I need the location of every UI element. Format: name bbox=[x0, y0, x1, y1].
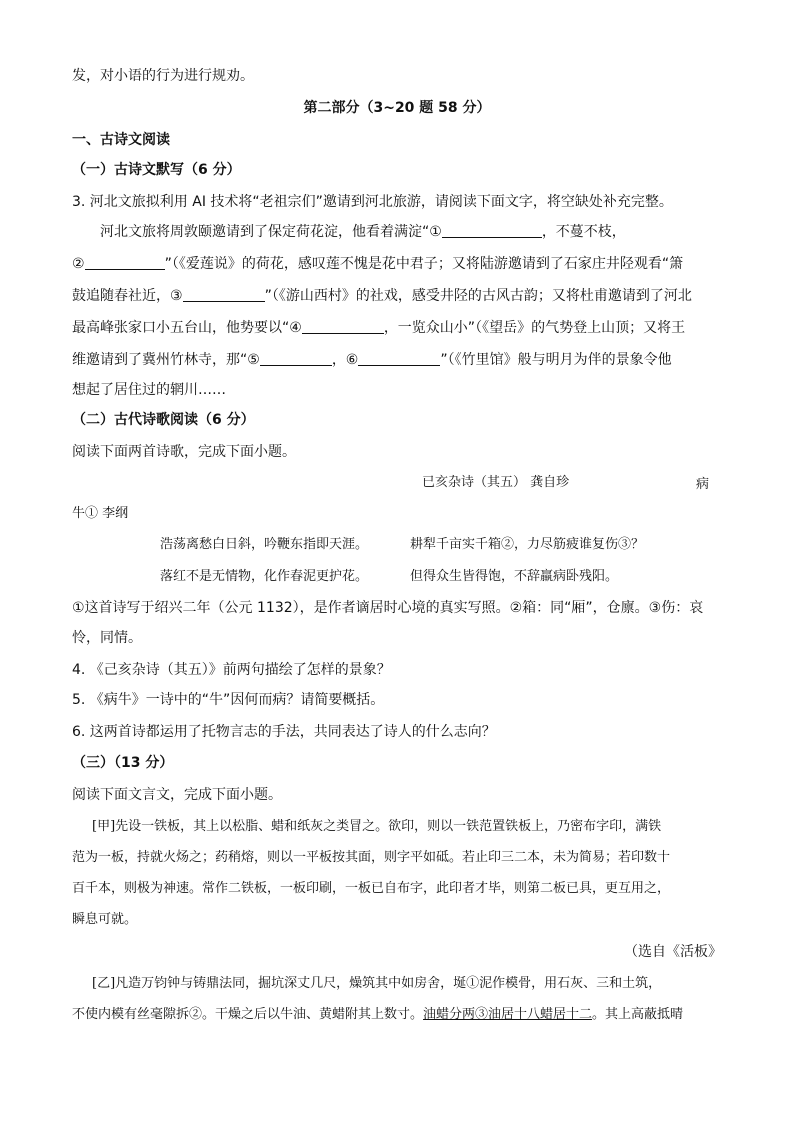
fill-text: 河北文旅将周敦颐邀请到了保定荷花淀，他看着满淀“① bbox=[100, 224, 442, 240]
poem-header-jihai: 已亥杂诗（其五） 龚自珍 bbox=[422, 475, 570, 490]
poem-notes-line-1: ①这首诗写于绍兴二年（公元 1132），是作者谪居时心境的真实写照。②箱：同“厢”，仓廪。③伤：哀 bbox=[72, 600, 704, 616]
fill-paragraph-line-1 bbox=[100, 222, 626, 242]
question-5: 5. 《病牛》一诗中的“牛”因何而病？请简要概括。 bbox=[72, 692, 385, 708]
fill-paragraph-line-6: 想起了居住过的辋川…… bbox=[72, 382, 226, 398]
passage-yi-line-1: [乙]凡造万钧钟与铸鼎法同，掘坑深丈几尺，燥筑其中如房舍，埏①泥作模骨，用石灰、三和土筑， bbox=[92, 976, 662, 991]
carry-over-line: 发，对小语的行为进行规劝。 bbox=[72, 68, 254, 84]
blank-2[interactable] bbox=[85, 254, 165, 270]
fill-text: 最高峰张家口小五台山，他势要以“④ bbox=[72, 320, 302, 336]
poem-notes-line-2: 怜，同情。 bbox=[72, 630, 142, 646]
fill-text: ，不蔓不枝， bbox=[541, 224, 626, 240]
poetry-intro: 阅读下面两首诗歌，完成下面小题。 bbox=[72, 444, 296, 460]
passage-jia-line-4: 瞬息可就。 bbox=[72, 912, 138, 927]
section-heading-classical: 一、古诗文阅读 bbox=[72, 132, 170, 148]
question-3: 3. 河北文旅拟利用 AI 技术将“老祖宗们”邀请到河北旅游，请阅读下面文字，将空缺处补充完整。 bbox=[72, 194, 673, 210]
poem-line-2a: 落红不是无情物，化作春泥更护花。 bbox=[160, 569, 369, 584]
fill-paragraph-line-2 bbox=[72, 254, 683, 274]
poem-header-bingniu-end: 牛① 李纲 bbox=[72, 506, 129, 521]
fill-text: 维邀请到了冀州竹林寺，那“⑤ bbox=[72, 352, 260, 368]
poem-line-1a: 浩荡离愁白日斜，吟鞭东指即天涯。 bbox=[160, 537, 369, 552]
underlined-sentence: 油蜡分两③油居十八蜡居十二 bbox=[423, 1007, 593, 1022]
passage-yi-text: 。其上高蔽抵晴 bbox=[592, 1007, 684, 1022]
fill-text: ”（《游山西村》的社戏，感受井陉的古风古韵；又将杜甫邀请到了河北 bbox=[264, 288, 692, 304]
passage-jia-line-2: 范为一板，持就火炀之；药稍熔，则以一平板按其面，则字平如砥。若止印三二本，未为简易；若印数十 bbox=[72, 850, 671, 865]
subsection-heading-prose: （三）（13 分） bbox=[72, 755, 174, 771]
blank-4[interactable] bbox=[302, 318, 384, 334]
part-title: 第二部分（3~20 题 58 分） bbox=[303, 100, 491, 116]
question-6: 6. 这两首诗都运用了托物言志的手法，共同表达了诗人的什么志向？ bbox=[72, 724, 496, 740]
passage-jia-line-3: 百千本，则极为神速。常作二铁板，一板印刷，一板已自布字，此印者才毕，则第二板已具，更互用之， bbox=[72, 881, 671, 896]
fill-text: ，一览众山小”（《望岳》的气势登上山顶；又将王 bbox=[383, 320, 686, 336]
subsection-heading-poetry: （二）古代诗歌阅读（6 分） bbox=[72, 412, 255, 428]
blank-5[interactable] bbox=[260, 350, 332, 366]
passage-yi-text: 不使内模有丝毫隙拆②。干燥之后以牛油、黄蜡附其上数寸。 bbox=[72, 1007, 424, 1022]
passage-source: （选自《活板》 bbox=[624, 944, 722, 960]
fill-paragraph-line-5 bbox=[72, 350, 672, 370]
subsection-heading-dictation: （一）古诗文默写（6 分） bbox=[72, 162, 241, 178]
blank-3[interactable] bbox=[183, 286, 265, 302]
passage-yi-line-2 bbox=[72, 1005, 683, 1025]
question-4: 4. 《己亥杂诗（其五）》前两句描绘了怎样的景象？ bbox=[72, 662, 391, 678]
poem-header-bingniu-start: 病 bbox=[696, 477, 710, 492]
fill-text: ② bbox=[72, 256, 85, 272]
fill-text: ”（《爱莲说》的荷花，感叹莲不愧是花中君子；又将陆游邀请到了石家庄井陉观看“箫 bbox=[164, 256, 684, 272]
passage-jia-line-1: [甲]先设一铁板，其上以松脂、蜡和纸灰之类冒之。欲印，则以一铁范置铁板上，乃密布字印，满铁 bbox=[92, 819, 662, 834]
blank-1[interactable] bbox=[442, 222, 542, 238]
fill-paragraph-line-3 bbox=[72, 286, 692, 306]
blank-6[interactable] bbox=[358, 350, 440, 366]
poem-line-2b: 但得众生皆得饱，不辞羸病卧残阳。 bbox=[410, 569, 619, 584]
fill-paragraph-line-4 bbox=[72, 318, 685, 338]
fill-text: ，⑥ bbox=[331, 352, 359, 368]
fill-text: ”（《竹里馆》般与明月为伴的景象令他 bbox=[440, 352, 672, 368]
prose-intro: 阅读下面文言文，完成下面小题。 bbox=[72, 787, 282, 803]
poem-line-1b: 耕犁千亩实千箱②，力尽筋疲谁复伤③？ bbox=[410, 537, 645, 552]
fill-text: 鼓追随春社近，③ bbox=[72, 288, 183, 304]
